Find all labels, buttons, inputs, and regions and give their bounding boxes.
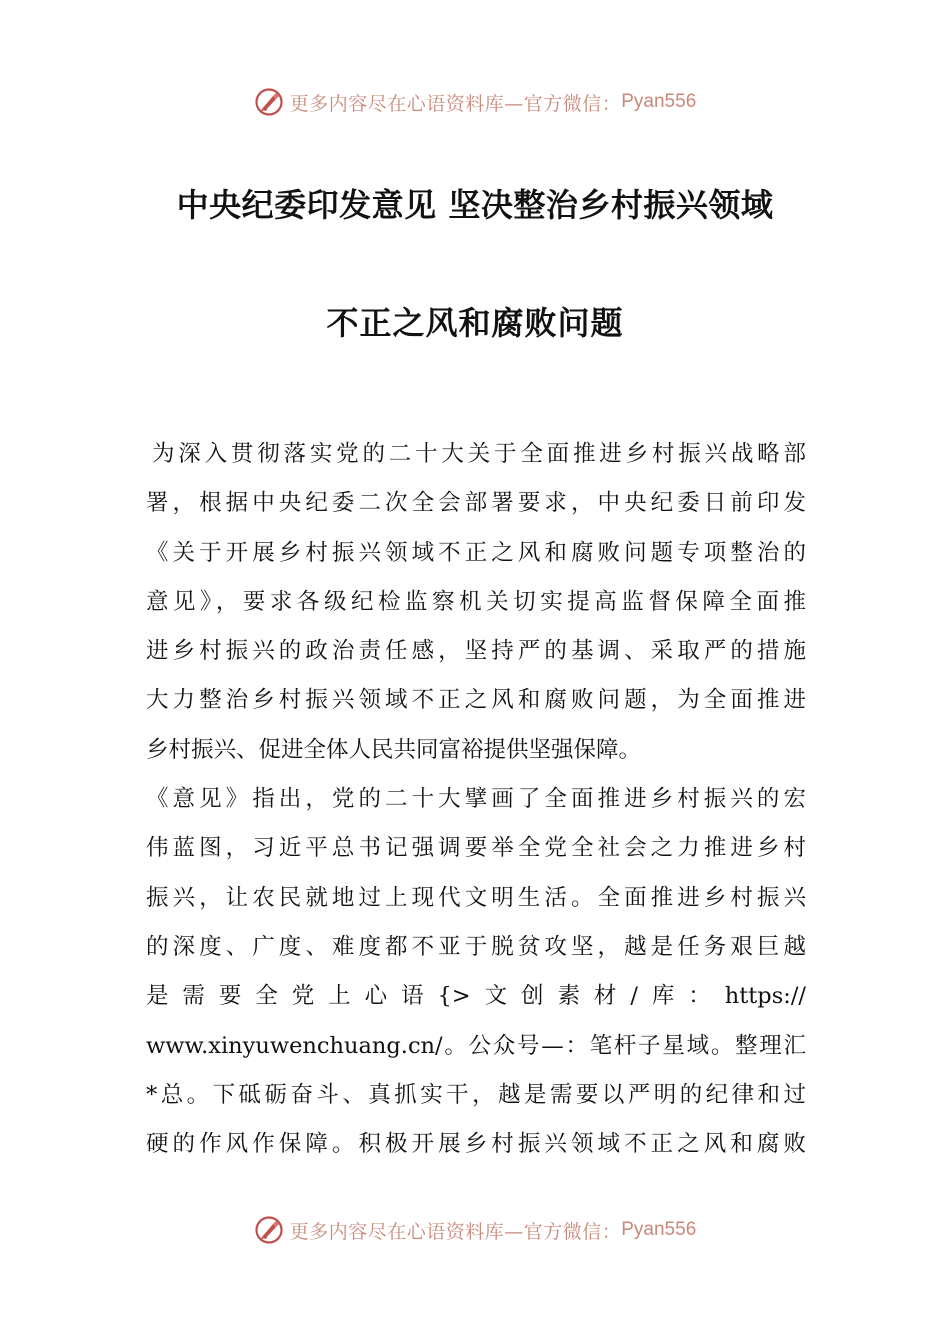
pen-nib-logo-icon	[254, 1215, 284, 1245]
page-title-line-2: 不正之风和腐败问题	[326, 304, 624, 342]
watermark-text: 更多内容尽在心语资料库—官方微信：	[289, 1220, 622, 1243]
text-line: 乡村振兴、促进全体人民共同富裕提供坚强保障。	[146, 736, 642, 763]
text-line: 大力整治乡村振兴领域不正之风和腐败问题，为全面推进	[146, 687, 806, 714]
text-line: 的深度、广度、难度都不亚于脱贫攻坚，越是任务艰巨越	[146, 933, 806, 960]
text-line: 《关于开展乡村振兴领域不正之风和腐败问题专项整治的	[146, 539, 806, 566]
watermark-wechat-id: Pyan556	[621, 91, 697, 112]
text-line: 进乡村振兴的政治责任感，坚持严的基调、采取严的措施	[146, 638, 806, 665]
watermark-text: 更多内容尽在心语资料库—官方微信：	[289, 92, 622, 115]
text-line: 为深入贯彻落实党的二十大关于全面推进乡村振兴战略部	[152, 441, 806, 467]
text-line: 硬的作风作保障。积极开展乡村振兴领域不正之风和腐败	[146, 1131, 806, 1158]
text-line: 是需要全党上心语{>文创素材/库：https://	[146, 983, 806, 1010]
article-body	[146, 430, 806, 1169]
footer-watermark	[0, 1210, 950, 1250]
header-watermark	[0, 82, 950, 122]
text-line: 意见》，要求各级纪检监察机关切实提高监督保障全面推	[146, 588, 806, 615]
paragraph	[146, 775, 806, 1169]
text-line: 署，根据中央纪委二次全会部署要求，中央纪委日前印发	[146, 490, 806, 517]
text-line: 伟蓝图，习近平总书记强调要举全党全社会之力推进乡村	[146, 835, 806, 862]
text-line: www.xinyuwenchuang.cn/。公众号—：笔杆子星域。整理汇	[146, 1032, 806, 1059]
text-line: *总。下砥砺奋斗、真抓实干，越是需要以严明的纪律和过	[146, 1081, 806, 1108]
text-line: 振兴，让农民就地过上现代文明生活。全面推进乡村振兴	[146, 884, 806, 911]
watermark-wechat-id: Pyan556	[621, 1219, 697, 1240]
page-title-line-1: 中央纪委印发意见 坚决整治乡村振兴领域	[176, 186, 774, 224]
paragraph	[146, 430, 806, 775]
text-line: 《意见》指出，党的二十大擘画了全面推进乡村振兴的宏	[146, 786, 806, 813]
pen-nib-logo-icon	[254, 87, 284, 117]
